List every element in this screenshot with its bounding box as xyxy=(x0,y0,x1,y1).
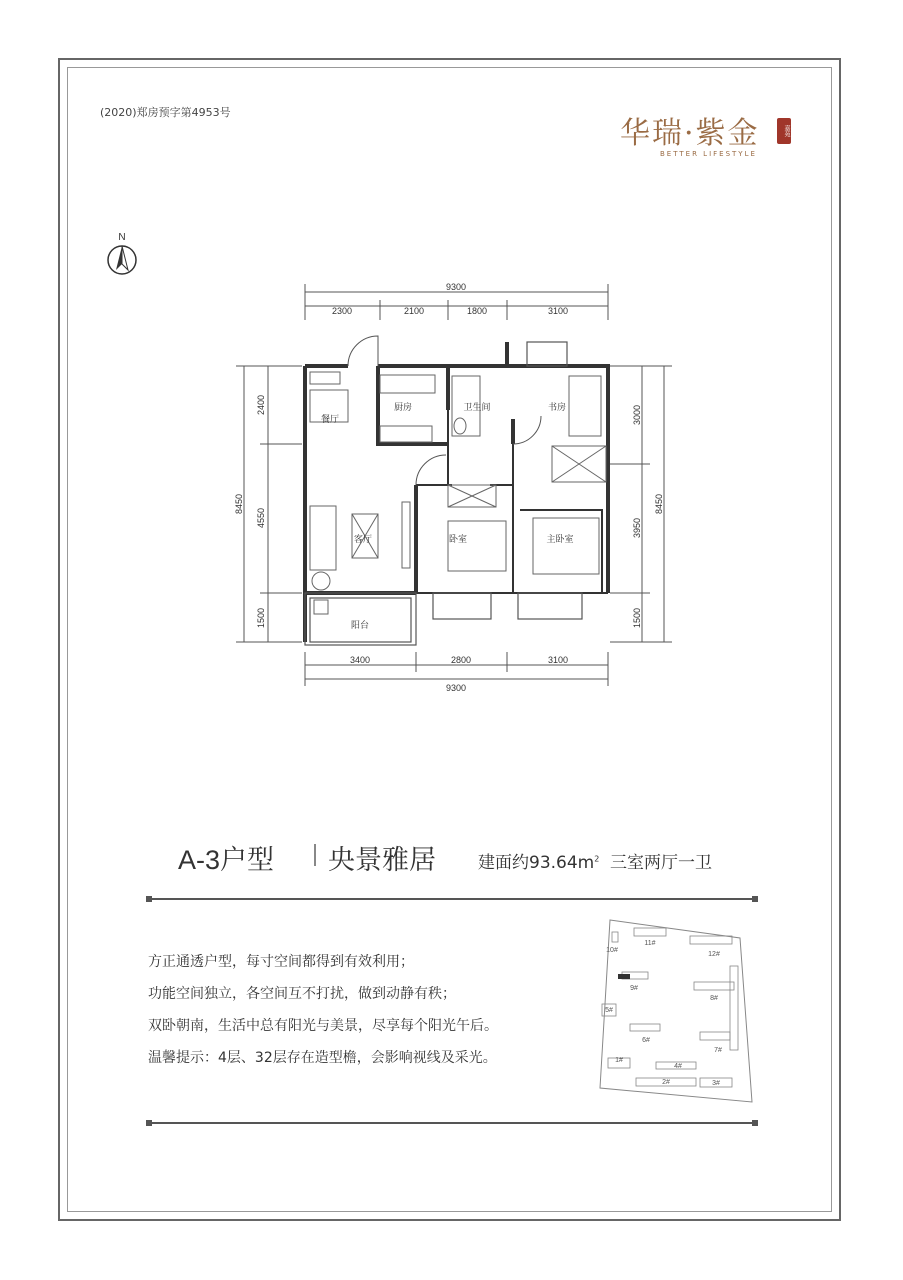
north-compass-icon xyxy=(105,230,139,280)
north-label: N xyxy=(118,232,126,243)
feature-item: 功能空间独立，各空间互不打扰，做到动静有秩； xyxy=(148,986,456,1002)
top-dim-3: 1800 xyxy=(466,306,488,316)
room-study: 书房 xyxy=(547,402,567,412)
feature-item: 双卧朝南，生活中总有阳光与美景，尽享每个阳光午后。 xyxy=(148,1018,498,1034)
left-dim-2: 4550 xyxy=(256,507,266,529)
building-label: 7# xyxy=(714,1047,722,1054)
feature-item: 温馨提示：4层、32层存在造型檐，会影响视线及采光。 xyxy=(148,1050,497,1066)
right-dim-2: 3950 xyxy=(632,517,642,539)
site-plan xyxy=(590,912,756,1114)
building-label: 5# xyxy=(605,1007,613,1014)
divider-bottom xyxy=(148,1122,756,1124)
building-label: 3# xyxy=(712,1080,720,1087)
top-dim-2: 2100 xyxy=(403,306,425,316)
top-total-dim: 9300 xyxy=(445,282,467,292)
room-living: 客厅 xyxy=(353,534,373,544)
unit-name: 央景雅居 xyxy=(328,845,436,875)
left-dim-3: 1500 xyxy=(256,607,266,629)
bottom-total-dim: 9300 xyxy=(445,683,467,693)
divider-top xyxy=(148,898,756,900)
permit-number: (2020)郑房预字第4953号 xyxy=(100,106,231,119)
feature-item: 方正通透户型，每寸空间都得到有效利用； xyxy=(148,954,414,970)
logo-seal: 嘉苑 xyxy=(777,118,791,144)
unit-rooms: 三室两厅一卫 xyxy=(610,853,712,873)
left-total-dim: 8450 xyxy=(234,493,244,515)
logo-english: BETTER LIFESTYLE xyxy=(660,150,757,158)
room-balcony: 阳台 xyxy=(350,620,370,630)
feature-list xyxy=(148,946,498,1074)
building-label: 9# xyxy=(630,985,638,992)
building-label: 8# xyxy=(710,995,718,1002)
building-label: 4# xyxy=(674,1063,682,1070)
floor-plan xyxy=(230,280,690,700)
top-dim-4: 3100 xyxy=(547,306,569,316)
room-bedroom: 卧室 xyxy=(448,534,468,544)
room-master: 主卧室 xyxy=(546,534,574,544)
bottom-dim-3: 3100 xyxy=(547,655,569,665)
bottom-dim-1: 3400 xyxy=(349,655,371,665)
building-label: 2# xyxy=(662,1079,670,1086)
building-label: 12# xyxy=(708,951,720,958)
right-total-dim: 8450 xyxy=(654,493,664,515)
brand-logo xyxy=(620,108,800,168)
top-dim-1: 2300 xyxy=(331,306,353,316)
room-dining: 餐厅 xyxy=(320,414,340,424)
title-separator xyxy=(314,844,316,866)
area-value: 建面约93.64m xyxy=(478,853,595,873)
building-label: 6# xyxy=(642,1037,650,1044)
headline xyxy=(178,838,778,878)
building-label: 10# xyxy=(606,947,618,954)
right-dim-3: 1500 xyxy=(632,607,642,629)
unit-area xyxy=(478,848,599,873)
area-unit-sup: 2 xyxy=(594,854,600,864)
room-kitchen: 厨房 xyxy=(393,402,413,412)
unit-type: A-3户型 xyxy=(178,845,275,875)
logo-chinese: 华瑞·紫金 xyxy=(620,116,760,151)
room-bathroom: 卫生间 xyxy=(463,402,491,412)
right-dim-1: 3000 xyxy=(632,404,642,426)
building-label: 1# xyxy=(615,1057,623,1064)
left-dim-1: 2400 xyxy=(256,394,266,416)
bottom-dim-2: 2800 xyxy=(450,655,472,665)
building-label: 11# xyxy=(644,940,656,947)
